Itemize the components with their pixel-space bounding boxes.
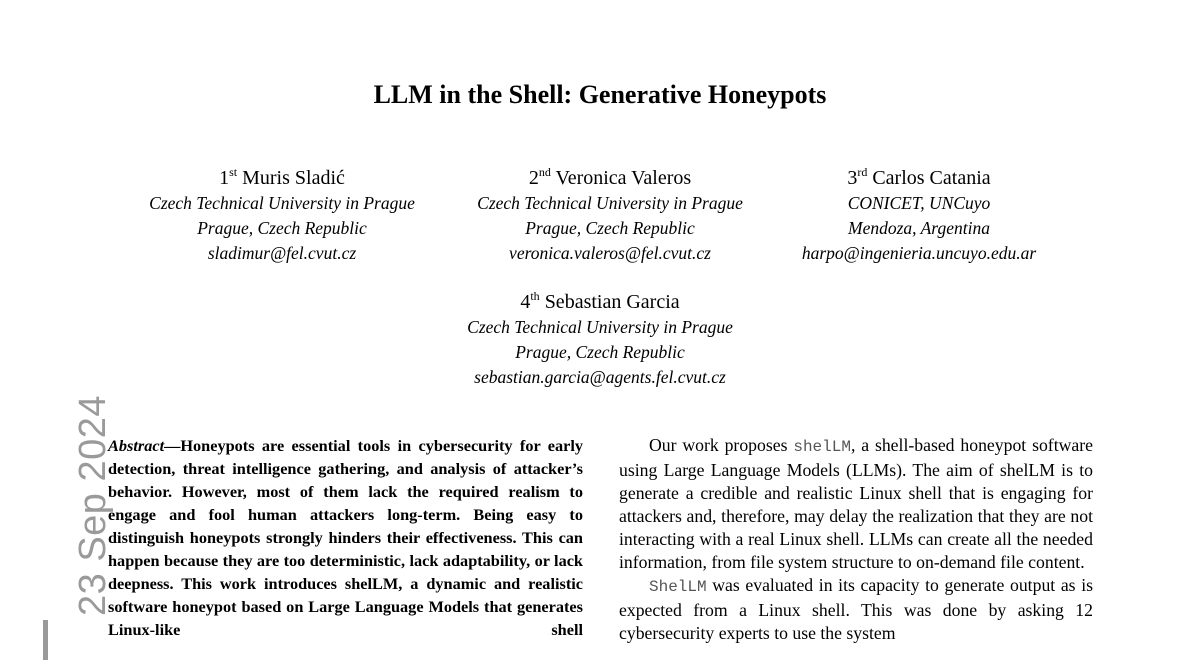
abstract-text: Honeypots are essential tools in cybersecurity for early detection, threat intelligence gathering, and analysis of attacker’s behavior. However, most of them lack the required realism to engage and fool human attackers long-term. Being easy to distinguish honeypots strongly hinders their effectiveness. This can happen because they are too deterministic, lack adaptability, or lack deepness. This work introduces shelLM, a dynamic and realistic software honeypot based on Large Language Models that generates Linux-like shell — [108, 436, 583, 639]
author-email[interactable]: sladimur@fel.cvut.cz — [207, 243, 357, 263]
author-affiliation: Czech Technical University in Prague — [477, 193, 743, 213]
author-location: Prague, Czech Republic — [515, 342, 685, 362]
author-name: 1st Muris Sladić — [219, 165, 345, 189]
author-name: 4th Sebastian Garcia — [520, 289, 680, 313]
author-block-3 — [778, 166, 1060, 266]
author-name: 2nd Veronica Valeros — [528, 165, 692, 189]
author-block-2 — [450, 166, 770, 266]
paper-title: LLM in the Shell: Generative Honeypots — [373, 80, 827, 109]
author-block-1 — [122, 166, 442, 266]
author-location: Prague, Czech Republic — [197, 218, 367, 238]
author-affiliation: CONICET, UNCuyo — [847, 193, 991, 213]
author-location: Prague, Czech Republic — [525, 218, 695, 238]
author-affiliation: Czech Technical University in Prague — [149, 193, 415, 213]
intro-paragraph-1: Our work proposes shelLM, a shell-based honeypot software using Large Language Models (LLMs). The aim of shelLM is to generate a credible and realistic Linux shell that is engaging for attackers and, therefore, may delay the realization that they are not interacting with a real Linux shell. LLMs can create all the needed information, from file system structure to on-demand file content. — [619, 435, 1093, 572]
arxiv-date: 23 Sep 2024 — [72, 394, 114, 616]
abstract-dash: — — [164, 436, 181, 455]
abstract — [108, 434, 583, 641]
author-email[interactable]: harpo@ingenieria.uncuyo.edu.ar — [801, 243, 1037, 263]
shellm-code: ShelLM — [649, 578, 707, 596]
author-affiliation: Czech Technical University in Prague — [467, 317, 733, 337]
shellm-code: shelLM — [793, 438, 851, 456]
author-location: Mendoza, Argentina — [848, 218, 990, 238]
author-email[interactable]: veronica.valeros@fel.cvut.cz — [509, 243, 711, 263]
author-name: 3rd Carlos Catania — [847, 165, 991, 189]
arxiv-margin-stamp — [10, 392, 114, 648]
author-block-4 — [440, 290, 760, 390]
abstract-label: Abstract — [108, 436, 165, 455]
arxiv-stamp-bar — [43, 620, 48, 660]
author-email[interactable]: sebastian.garcia@agents.fel.cvut.cz — [474, 367, 726, 387]
intro-paragraph-2: ShelLM was evaluated in its capacity to generate output as is expected from a Linux shell. This was done by asking 12 cybersecurity experts to use the system — [619, 575, 1093, 643]
introduction-column — [619, 434, 1093, 645]
